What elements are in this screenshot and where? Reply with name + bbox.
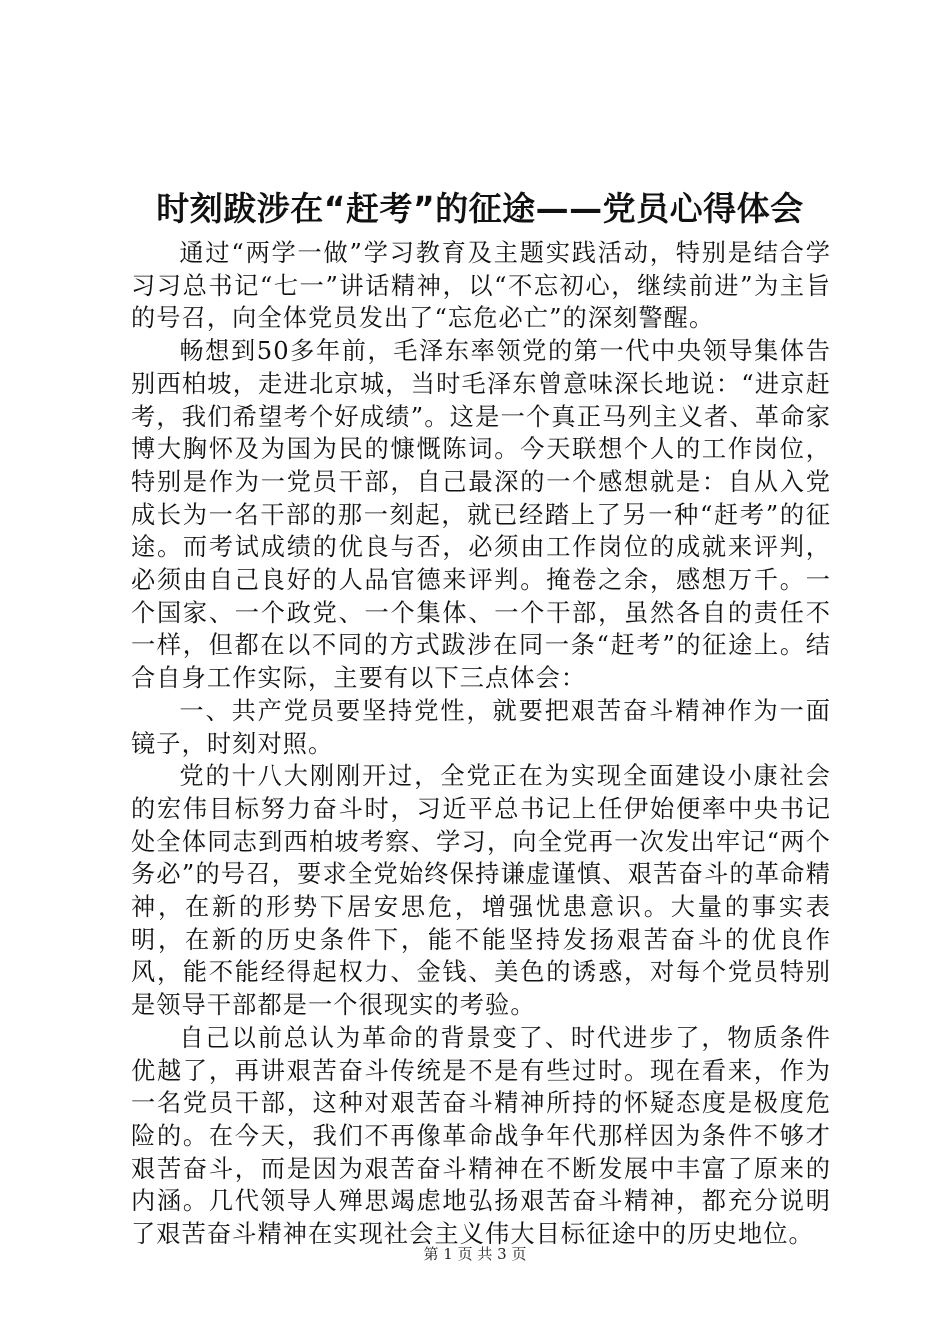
paragraph-xibaipo: 畅想到50多年前，毛泽东率领党的第一代中央领导集体告别西柏坡，走进北京城，当时毛泽东曾意味深长地说：“进京赶考，我们希望考个好成绩”。这是一个真正马列主义者、革命家博大胸怀及为国为民的慷慨陈词。今天联想个人的工作岗位，特别是作为一党员干部，自己最深的一个感想就是：自从入党成长为一名干部的那一刻起，就已经踏上了另一种“赶考”的征途。而考试成绩的优良与否，必须由工作岗位的成就来评判，必须由自己良好的人品官德来评判。掩卷之余，感想万千。一个国家、一个政党、一个集体、一个干部，虽然各自的责任不一样，但都在以不同的方式跋涉在同一条“赶考”的征途上。结合自身工作实际，主要有以下三点体会： [131, 337, 831, 693]
page-number-footer: 第 1 页 共 3 页 [423, 1245, 527, 1263]
document-body [131, 237, 831, 1251]
paragraph-point-one: 一、共产党员要坚持党性，就要把艰苦奋斗精神作为一面镜子，时刻对照。 [131, 696, 831, 758]
paragraph-intro: 通过“两学一做”学习教育及主题实践活动，特别是结合学习习总书记“七一”讲话精神，以“不忘初心，继续前进”为主旨的号召，向全体党员发出了“忘危必亡”的深刻警醒。 [131, 239, 831, 333]
paragraph-hard-work-spirit: 自己以前总认为革命的背景变了、时代进步了，物质条件优越了，再讲艰苦奋斗传统是不是有些过时。现在看来，作为一名党员干部，这种对艰苦奋斗精神所持的怀疑态度是极度危险的。在今天，我们不再像革命战争年代那样因为条件不够才艰苦奋斗，而是因为艰苦奋斗精神在不断发展中丰富了原来的内涵。几代领导人殚思竭虑地弘扬艰苦奋斗精神，都充分说明了艰苦奋斗精神在实现社会主义伟大目标征途中的历史地位。 [131, 1023, 831, 1249]
document-title: 时刻跋涉在“赶考”的征途——党员心得体会 [156, 189, 804, 228]
paragraph-eighteenth-congress: 党的十八大刚刚开过，全党正在为实现全面建设小康社会的宏伟目标努力奋斗时，习近平总书记上任伊始便率中央书记处全体同志到西柏坡考察、学习，向全党再一次发出牢记“两个务必”的号召，要求全党始终保持谦虚谨慎、艰苦奋斗的革命精神，在新的形势下居安思危，增强忧患意识。大量的事实表明，在新的历史条件下，能不能坚持发扬艰苦奋斗的优良作风，能不能经得起权力、金钱、美色的诱惑，对每个党员特别是领导干部都是一个很现实的考验。 [131, 762, 831, 1020]
